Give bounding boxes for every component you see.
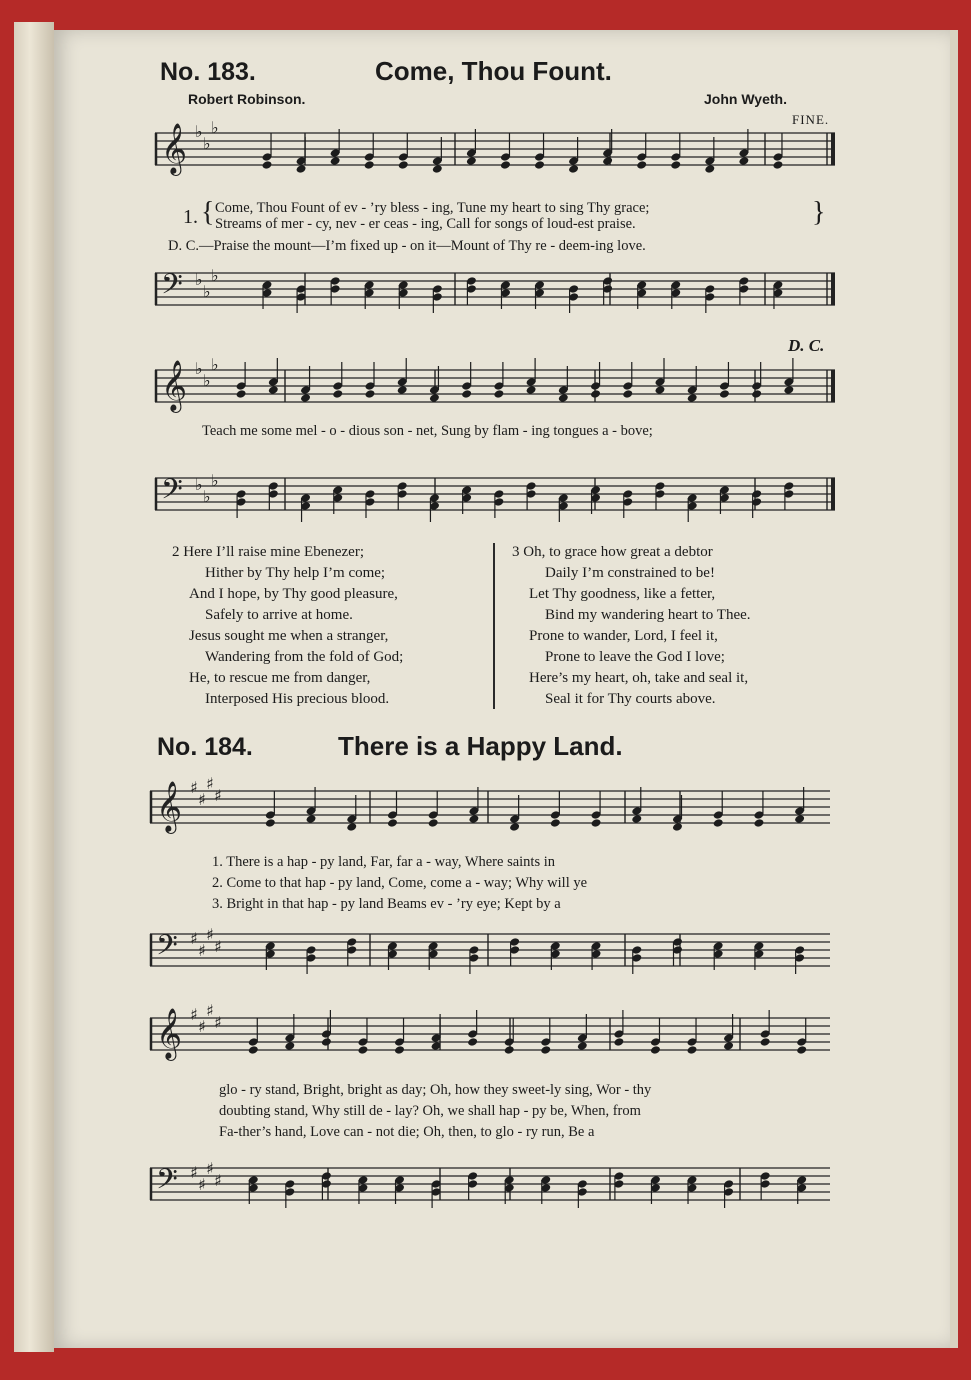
- svg-text:♭: ♭: [195, 475, 203, 494]
- svg-text:♯: ♯: [190, 1163, 198, 1182]
- stanza-3-line-8: Seal it for Thy courts above.: [545, 691, 716, 707]
- stanza-2-line-7: He, to rescue me from danger,: [189, 670, 371, 686]
- svg-text:♯: ♯: [198, 1017, 206, 1036]
- svg-text:♭: ♭: [211, 118, 219, 137]
- right-brace: }: [812, 197, 826, 228]
- hymn-184-title: There is a Happy Land.: [338, 731, 623, 761]
- svg-text:♭: ♭: [211, 355, 219, 374]
- lyric-dc-line: D. C.—Praise the mount—I’m fixed up - on it—Mount of Thy re - deem-ing love.: [168, 238, 646, 254]
- svg-text:♯: ♯: [190, 929, 198, 948]
- svg-text:♯: ♯: [198, 941, 206, 960]
- page-edges: [14, 22, 54, 1352]
- hymn-184-lyric-5: doubting stand, Why still de - lay? Oh, we shall hap - py be, When, from: [219, 1103, 641, 1119]
- hymn-184-bass-staff-1: [150, 926, 830, 986]
- stanza-3-line-7: Here’s my heart, oh, take and seal it,: [529, 670, 749, 686]
- svg-text:♯: ♯: [190, 1005, 198, 1024]
- hymn-184-lyric-2: 2. Come to that hap - py land, Come, come a - way; Why will ye: [212, 875, 588, 891]
- stanza-3-line-1: 3 Oh, to grace how great a debtor: [512, 544, 713, 560]
- svg-text:♯: ♯: [198, 790, 206, 809]
- svg-text:♯: ♯: [206, 774, 214, 793]
- svg-text:𝄞: 𝄞: [161, 360, 188, 411]
- fine-mark: FINE.: [792, 112, 830, 127]
- lyric-verse1-line-b: Streams of mer - cy, nev - er ceas - ing, Call for songs of loud-est praise.: [215, 216, 636, 232]
- stanza-2-line-4: Safely to arrive at home.: [205, 607, 353, 623]
- svg-text:♭: ♭: [203, 282, 211, 301]
- svg-text:𝄞: 𝄞: [161, 123, 188, 174]
- stanza-3-line-4: Bind my wandering heart to Thee.: [545, 607, 751, 623]
- stanza-3-line-2: Daily I’m constrained to be!: [545, 565, 715, 581]
- stanza-2-line-5: Jesus sought me when a stranger,: [189, 628, 389, 644]
- hymn-184-treble-staff-1: [150, 774, 830, 843]
- stanza-2-line-8: Interposed His precious blood.: [205, 691, 390, 707]
- svg-text:♭: ♭: [195, 270, 203, 289]
- hymn-184-lyric-6: Fa-ther’s hand, Love can - not die; Oh, then, to glo - ry run, Be a: [219, 1124, 595, 1140]
- svg-text:𝄞: 𝄞: [156, 781, 183, 832]
- svg-text:♭: ♭: [195, 122, 203, 141]
- hymn-184-bass-staff-2: [150, 1160, 830, 1225]
- hymn-183-title: Come, Thou Fount.: [375, 56, 612, 86]
- hymn-183-composer: John Wyeth.: [704, 91, 787, 107]
- svg-text:♯: ♯: [214, 1013, 222, 1032]
- dc-mark: D. C.: [788, 336, 825, 355]
- hymn-184-lyric-4: glo - ry stand, Bright, bright as day; Oh, how they sweet-ly sing, Wor - thy: [219, 1082, 652, 1098]
- stanza-3-line-3: Let Thy goodness, like a fetter,: [529, 586, 716, 602]
- svg-text:♭: ♭: [195, 359, 203, 378]
- svg-text:♯: ♯: [214, 937, 222, 956]
- left-brace: {: [201, 197, 215, 228]
- hymn-184-lyric-3: 3. Bright in that hap - py land Beams ev - ’ry eye; Kept by a: [212, 896, 561, 912]
- hymn-183-number: No. 183.: [160, 58, 256, 86]
- stanza-2-line-3: And I hope, by Thy good pleasure,: [189, 586, 398, 602]
- svg-text:𝄢: 𝄢: [156, 1163, 178, 1203]
- hymn-184-number: No. 184.: [157, 733, 253, 761]
- verse-number-1: 1.: [183, 206, 198, 228]
- hymn-183-treble-staff-2: [155, 355, 835, 427]
- stanza-3-line-6: Prone to leave the God I love;: [545, 649, 725, 665]
- svg-text:𝄞: 𝄞: [156, 1008, 183, 1059]
- svg-text:♯: ♯: [214, 1171, 222, 1190]
- lyric-verse1-line-a: Come, Thou Fount of ev - ’ry bless - ing, Tune my heart to sing Thy grace;: [215, 200, 650, 216]
- svg-text:𝄢: 𝄢: [156, 929, 178, 969]
- svg-text:♭: ♭: [203, 487, 211, 506]
- svg-text:♯: ♯: [206, 1001, 214, 1020]
- svg-text:𝄢: 𝄢: [161, 473, 183, 513]
- svg-text:♭: ♭: [211, 266, 219, 285]
- svg-text:♯: ♯: [190, 778, 198, 797]
- lyric-second-line: Teach me some mel - o - dious son - net, Sung by flam - ing tongues a - bove;: [202, 423, 653, 439]
- stanza-3-line-5: Prone to wander, Lord, I feel it,: [529, 628, 718, 644]
- stanza-2-line-2: Hither by Thy help I’m come;: [205, 565, 386, 581]
- stanza-2-line-1: 2 Here I’ll raise mine Ebenezer;: [172, 544, 364, 560]
- hymn-183-bass-staff-2: [155, 470, 835, 530]
- svg-text:♭: ♭: [203, 371, 211, 390]
- svg-text:♭: ♭: [203, 134, 211, 153]
- svg-text:♯: ♯: [214, 786, 222, 805]
- hymn-183-bass-staff-1: [155, 265, 835, 335]
- svg-text:♭: ♭: [211, 471, 219, 490]
- hymn-183-author: Robert Robinson.: [188, 91, 306, 107]
- hymn-184-treble-staff-2: [150, 1001, 830, 1070]
- svg-text:♯: ♯: [198, 1175, 206, 1194]
- svg-text:𝄢: 𝄢: [161, 268, 183, 308]
- svg-text:♯: ♯: [206, 1159, 214, 1178]
- stanza-2-line-6: Wandering from the fold of God;: [205, 649, 404, 665]
- stanza-divider: [493, 543, 495, 709]
- svg-text:♯: ♯: [206, 925, 214, 944]
- hymn-184-lyric-1: 1. There is a hap - py land, Far, far a - way, Where saints in: [212, 854, 556, 870]
